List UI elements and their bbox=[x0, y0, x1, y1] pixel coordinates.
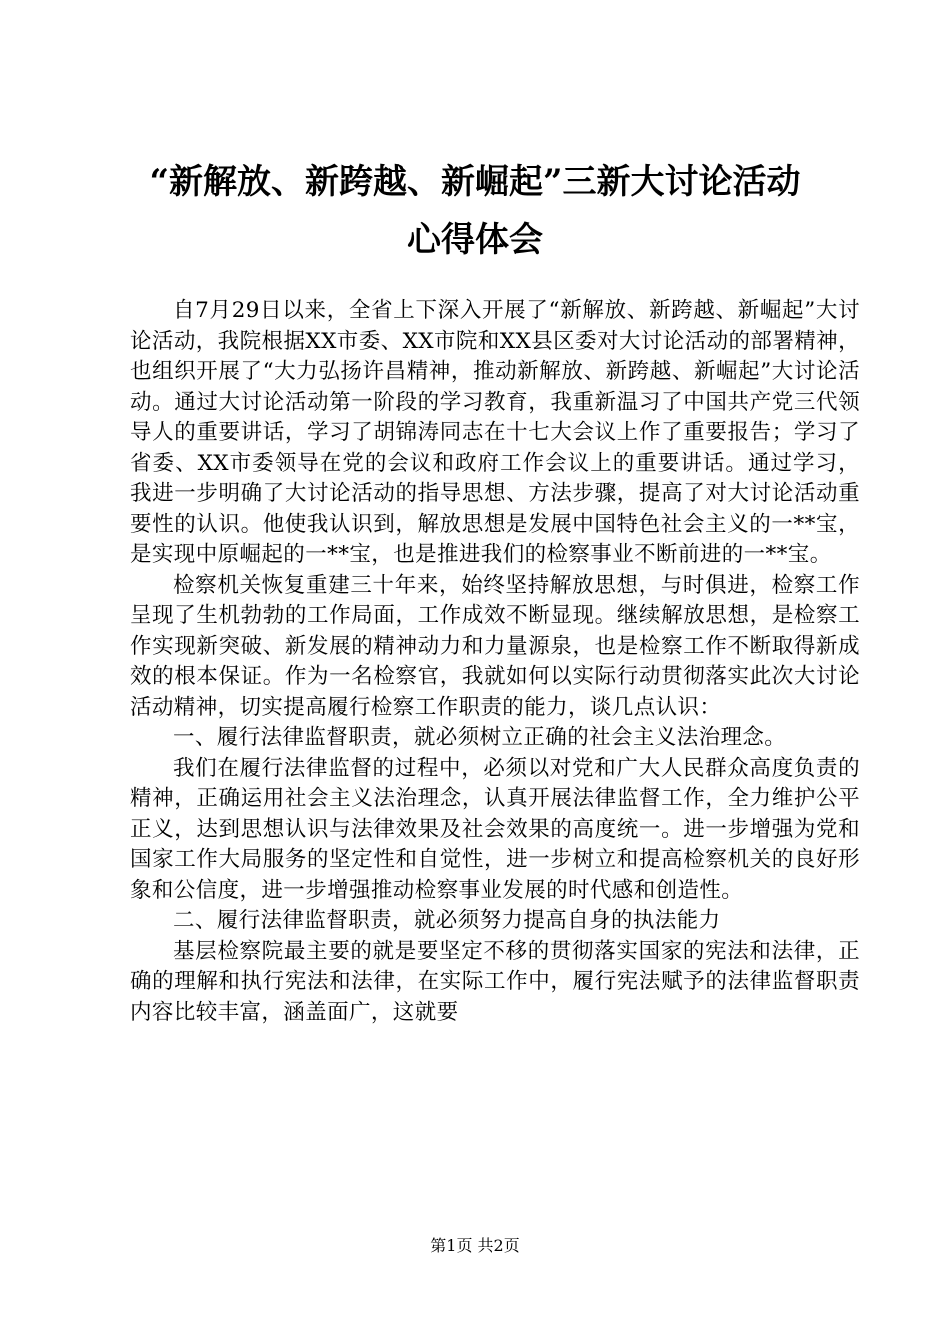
paragraph: 自7月29日以来，全省上下深入开展了“新解放、新跨越、新崛起”大讨论活动，我院根据XX市委、XX市院和XX县区委对大讨论活动的部署精神，也组织开展了“大力弘扬许昌精神，推动新解放、新跨越、新崛起”大讨论活动。通过大讨论活动第一阶段的学习教育，我重新温习了中国共产党三代领导人的重要讲话，学习了胡锦涛同志在十七大会议上作了重要报告；学习了省委、XX市委领导在党的会议和政府工作会议上的重要讲话。通过学习，我进一步明确了大讨论活动的指导思想、方法步骤，提高了对大讨论活动重要性的认识。他使我认识到，解放思想是发展中国特色社会主义的一**宝，是实现中原崛起的一**宝，也是推进我们的检察事业不断前进的一**宝。 bbox=[130, 298, 860, 567]
paragraph: 我们在履行法律监督的过程中，必须以对党和广大人民群众高度负责的精神，正确运用社会主义法治理念，认真开展法律监督工作，全力维护公平正义，达到思想认识与法律效果及社会效果的高度统一。进一步增强为党和国家工作大局服务的坚定性和自觉性，进一步树立和提高检察机关的良好形象和公信度，进一步增强推动检察事业发展的时代感和创造性。 bbox=[130, 755, 860, 903]
document-body bbox=[130, 296, 860, 1028]
document-title-line-2: 心得体会 bbox=[407, 220, 543, 260]
paragraph: 基层检察院最主要的就是要坚定不移的贯彻落实国家的宪法和法律，正确的理解和执行宪法和法律，在实际工作中，履行宪法赋予的法律监督职责内容比较丰富，涵盖面广，这就要 bbox=[130, 938, 860, 1025]
section-heading: 一、履行法律监督职责，就必须树立正确的社会主义法治理念。 bbox=[173, 725, 787, 750]
page-footer: 第1页 共2页 bbox=[430, 1236, 520, 1255]
paragraph: 检察机关恢复重建三十年来，始终坚持解放思想，与时俱进，检察工作呈现了生机勃勃的工作局面，工作成效不断显现。继续解放思想，是检察工作实现新突破、新发展的精神动力和力量源泉，也是检察工作不断取得新成效的根本保证。作为一名检察官，我就如何以实际行动贯彻落实此次大讨论活动精神，切实提高履行检察工作职责的能力，谈几点认识： bbox=[130, 572, 860, 720]
section-heading: 二、履行法律监督职责，就必须努力提高自身的执法能力 bbox=[173, 908, 721, 933]
document-title-line-1: “新解放、新跨越、新崛起”三新大讨论活动 bbox=[149, 162, 801, 202]
